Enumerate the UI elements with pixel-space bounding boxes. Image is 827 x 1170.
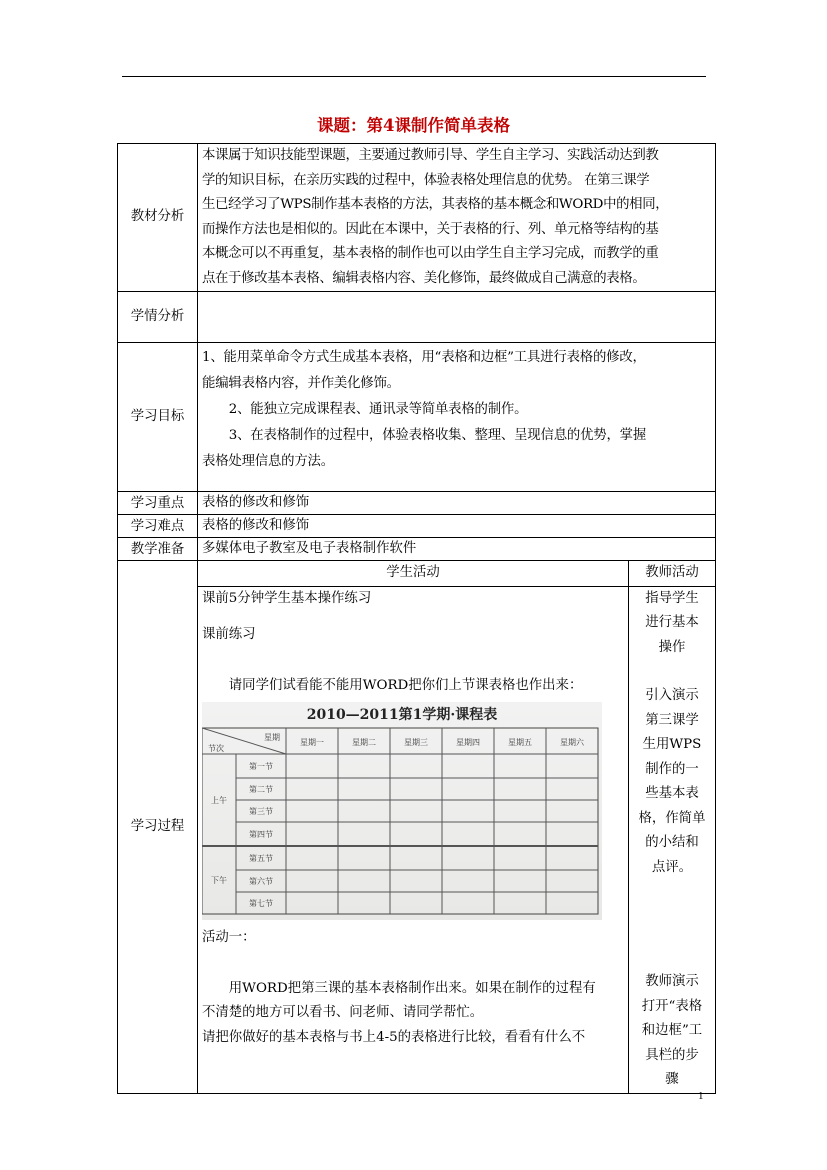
row-nandian: [118, 515, 716, 538]
schedule-period-label: 第六节: [249, 877, 273, 886]
row-guocheng-body: [118, 586, 716, 1093]
content-zhunbei: 多媒体电子教室及电子表格制作软件: [198, 538, 716, 561]
schedule-period-label: 第二节: [249, 785, 273, 794]
text-line: 1、能用菜单命令方式生成基本表格，用“表格和边框”工具进行表格的修改，: [202, 350, 646, 365]
content-xueqing: [198, 292, 716, 343]
schedule-day-label: 星期四: [456, 738, 480, 747]
page-title: 课题：第4课制作简单表格: [317, 116, 510, 135]
label-guocheng: 学习过程: [118, 561, 198, 1094]
row-jiaocai: [118, 144, 716, 292]
lesson-plan-table: [117, 143, 716, 1094]
text-line: 活动一：: [202, 930, 256, 945]
label-zhongdian: 学习重点: [118, 492, 198, 515]
text-line: 3、在表格制作的过程中，体验表格收集、整理、呈现信息的优势，掌握: [228, 428, 647, 443]
schedule-period-label: 第一节: [249, 762, 273, 771]
teacher-note-line: 制作的一: [645, 761, 699, 777]
content-jiaocai: [198, 144, 716, 292]
teacher-note-3: [629, 970, 715, 1093]
header-rule: [122, 76, 706, 77]
teacher-note-line: 打开“表格: [641, 998, 703, 1014]
schedule-period-label: 第三节: [249, 807, 273, 816]
text-line: 能编辑表格内容，并作美化修饰。: [202, 376, 400, 391]
teacher-note-line: 操作: [658, 639, 686, 655]
schedule-day-label: 星期一: [300, 738, 324, 747]
page-number: 1: [698, 1090, 704, 1102]
text-line: 学的知识目标，在亲历实践的过程中，体验表格处理信息的优势。 在第三课学: [202, 172, 650, 188]
teacher-note-line: 进行基本: [645, 615, 699, 630]
schedule-afternoon-label: 下午: [211, 876, 227, 885]
schedule-image: [202, 702, 602, 920]
teacher-note-line: 的小结和: [645, 835, 699, 850]
schedule-period-label: 第七节: [249, 899, 273, 908]
content-nandian: 表格的修改和修饰: [198, 515, 716, 538]
schedule-border: [202, 728, 598, 914]
schedule-day-label: 星期五: [508, 738, 532, 747]
teacher-note-line: 第三课学: [645, 712, 699, 728]
text-line: 请把你做好的基本表格与书上4-5的表格进行比较，看看有什么不: [202, 1029, 586, 1045]
text-line: 表格处理信息的方法。: [202, 454, 334, 469]
schedule-corner-top: 星期: [264, 733, 280, 742]
schedule-morning-label: 上午: [211, 796, 227, 805]
teacher-note-line: 具栏的步: [645, 1047, 699, 1063]
text-line: 请同学们试看能不能用WORD把你们上节课表格也作出来：: [228, 677, 583, 693]
text-line: 不清楚的地方可以看书、问老师、请同学帮忙。: [202, 1005, 484, 1020]
teacher-note-1: [629, 587, 715, 661]
text-line: 用WORD把第三课的基本表格制作出来。如果在制作的过程有: [228, 980, 596, 996]
text-line: 课前5分钟学生基本操作练习: [202, 590, 372, 606]
text-line: 点在于修改基本表格、编辑表格内容、美化修饰，最终做成自己满意的表格。: [202, 270, 646, 286]
row-zhunbei: [118, 538, 716, 561]
teacher-note-2: [629, 684, 715, 880]
row-mubiao: [118, 343, 716, 492]
teacher-note-line: 生用WPS: [642, 737, 702, 752]
schedule-day-label: 星期二: [352, 738, 376, 747]
content-zhongdian: 表格的修改和修饰: [198, 492, 716, 515]
row-zhongdian: [118, 492, 716, 515]
text-line: 生已经学习了WPS制作基本表格的方法，其表格的基本概念和WORD中的相同，: [202, 197, 669, 212]
row-xueqing: [118, 292, 716, 343]
schedule-period-label: 第五节: [249, 854, 273, 863]
label-xueqing: 学情分析: [118, 292, 198, 343]
text-line: 2、能独立完成课程表、通讯录等简单表格的制作。: [228, 402, 528, 417]
teacher-note-line: 些基本表: [645, 786, 699, 801]
schedule-period-label: 第四节: [249, 830, 273, 839]
content-mubiao: [198, 343, 716, 492]
schedule-title: 2010—2011第1学期·课程表: [306, 707, 498, 723]
teacher-activity-content: [629, 586, 716, 1093]
teacher-note-line: 引入演示: [645, 688, 699, 703]
text-line: 而操作方法也是相似的。因此在本课中，关于表格的行、列、单元格等结构的基: [202, 221, 659, 237]
label-nandian: 学习难点: [118, 515, 198, 538]
text-line: 课前练习: [202, 627, 256, 642]
label-jiaocai: 教材分析: [118, 144, 198, 292]
schedule-corner-bottom: 节次: [208, 744, 224, 753]
teacher-note-line: 格，作简单: [638, 810, 706, 826]
teacher-note-line: 和边框”工: [641, 1023, 703, 1038]
teacher-note-line: 点评。: [651, 859, 693, 875]
label-mubiao: 学习目标: [118, 343, 198, 492]
teacher-activity-header: 教师活动: [629, 561, 716, 587]
teacher-note-line: 教师演示: [645, 974, 699, 989]
teacher-note-line: 骤: [665, 1072, 679, 1087]
schedule-day-label: 星期三: [404, 738, 428, 747]
text-line: 本课属于知识技能型课题，主要通过教师引导、学生自主学习、实践活动达到教: [202, 148, 659, 163]
schedule-day-label: 星期六: [560, 738, 584, 747]
schedule-svg: [202, 702, 602, 920]
row-guocheng-header: [118, 561, 716, 587]
student-activity-content: [198, 586, 629, 1093]
text-line: 本概念可以不再重复，基本表格的制作也可以由学生自主学习完成，而教学的重: [202, 246, 659, 261]
teacher-note-line: 指导学生: [645, 590, 699, 606]
student-activity-header: 学生活动: [198, 561, 629, 587]
label-zhunbei: 教学准备: [118, 538, 198, 561]
